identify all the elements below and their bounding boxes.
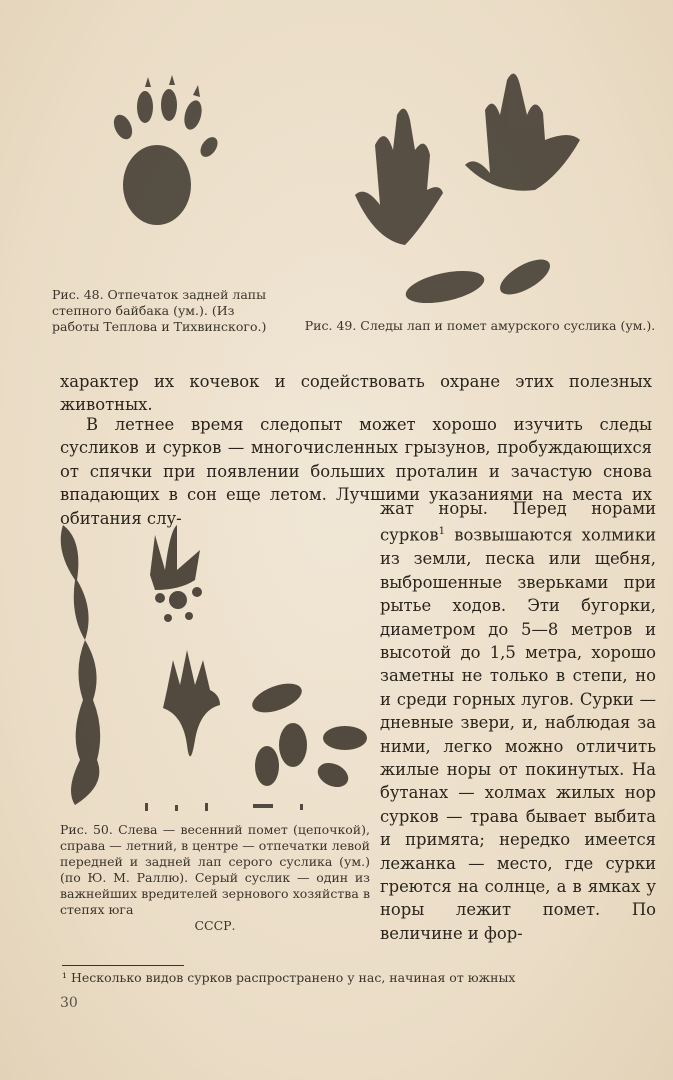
front-paw-print [150, 525, 200, 590]
summer-dropping-4 [255, 746, 279, 786]
footnote-marker: 1 [438, 526, 446, 538]
toe-2 [137, 91, 153, 123]
summer-dropping-3 [323, 726, 367, 750]
page-number: 30 [60, 995, 78, 1011]
toe-1 [110, 112, 135, 142]
front-paw-print [355, 109, 443, 245]
paw-pad [123, 145, 191, 225]
figure-48-marmot-paw-print [105, 75, 230, 235]
figure-50-caption: Рис. 50. Слева — весенний помет (цепочкой), справа — летний, в центре — отпечатки левой передней и задней лап серого суслика (ум.) (по Ю. М. Раллю). Серый суслик — один из важнейших вредителей зернового хозяйства в степях юга СССР. [60, 822, 370, 933]
paragraph-summer-tracks: В летнее время следопыт может хорошо изучить следы сусликов и сурков — многочисленных грызунов, пробуждающихся от спячки при появлении больших проталин и зачастую снова впадающих в сон еще летом. Лучшими указаниями на места их обитания слу- [60, 415, 652, 528]
figure-49-caption: Рис. 49. Следы лап и помет амурского суслика (ум.). [304, 318, 656, 333]
hind-paw-print [163, 650, 220, 756]
paragraph-continuation: характер их кочевок и содействовать охране этих полезных животных. [60, 372, 652, 415]
toe-5 [197, 134, 221, 160]
toe-4 [181, 98, 204, 131]
figure-48-caption: Рис. 48. Отпечаток задней лапы степного байбака (ум.). (Из работы Теплова и Тихвинского.) [52, 287, 267, 334]
footnote: ¹ Несколько видов сурков распространено у нас, начиная от южных [62, 970, 516, 985]
dropping-1 [403, 265, 487, 309]
summer-dropping-2 [279, 723, 307, 767]
figure-50-souslik-tracks [55, 520, 370, 815]
toe-3 [161, 89, 177, 121]
spring-droppings-chain [61, 525, 100, 805]
summer-dropping-1 [248, 678, 305, 718]
summer-dropping-5 [314, 758, 352, 791]
figure-49-ground-squirrel-tracks [335, 55, 585, 310]
footnote-separator [62, 965, 184, 966]
dropping-2 [495, 253, 555, 302]
paragraph-burrows: жат норы. Перед норами сурков$^1$ возвышаются холмики из земли, песка или щебня, выброшенные зверьками при рытье ходов. Эти бугорки, диаметром до 5—8 метров и высотой до 1,5 метра, хорошо заметны не только в степи, но и среди горных лугов. Сурки — дневные звери, и, наблюдая за ними, легко можно отличить жилые норы от покинутых. На бутанах — холмах жилых нор сурков — трава бывает выбита и примята; нередко имеется лежанка — место, где сурки греются на солнце, а в ямках у норы лежит помет. По величине и фор- [380, 499, 656, 943]
hind-paw-print [465, 74, 580, 191]
